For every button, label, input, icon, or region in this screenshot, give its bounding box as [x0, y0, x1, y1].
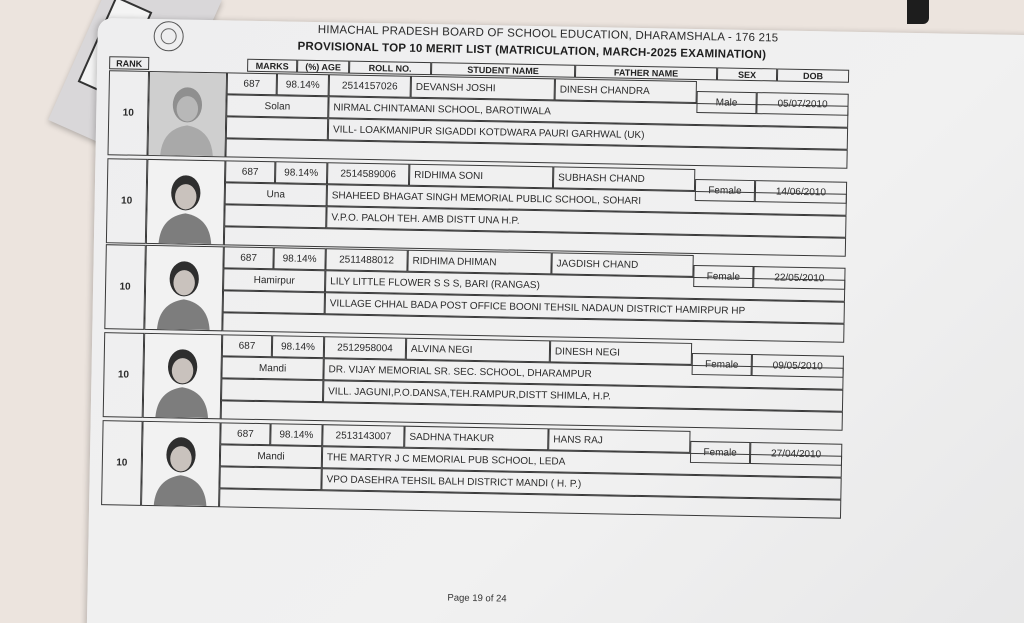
percent-cell: 98.14%	[273, 247, 325, 270]
rank-cell: 10	[107, 70, 149, 156]
blank-cell	[223, 290, 325, 314]
district-cell: Hamirpur	[223, 268, 325, 292]
col-marks: MARKS	[247, 59, 297, 73]
percent-cell: 98.14%	[275, 161, 327, 184]
district-cell: Solan	[226, 94, 328, 118]
school-cell: THE MARTYR J C MEMORIAL PUB SCHOOL, LEDA	[322, 446, 842, 478]
roll-cell: 2513143007	[322, 424, 404, 447]
blank-cell	[224, 204, 326, 228]
dark-object	[907, 0, 929, 24]
col-sex: SEX	[717, 67, 777, 81]
roll-cell: 2512958004	[324, 336, 406, 359]
page-number: Page 19 of 24	[447, 592, 507, 605]
school-cell: NIRMAL CHINTAMANI SCHOOL, BAROTIWALA	[328, 96, 848, 128]
marks-cell: 687	[223, 246, 273, 269]
col-father: FATHER NAME	[575, 65, 717, 81]
student-name-cell: DEVANSH JOSHI	[411, 76, 555, 101]
col-roll: ROLL NO.	[349, 61, 431, 76]
board-emblem-icon	[153, 21, 184, 52]
student-name-cell: RIDHIMA SONI	[409, 164, 553, 189]
dob-cell: 09/05/2010	[752, 354, 844, 378]
address-cell: VPO DASEHRA TEHSIL BALH DISTRICT MANDI ( H. P.)	[321, 468, 841, 500]
address-cell: VILL- LOAKMANIPUR SIGADDI KOTDWARA PAURI GARHWAL (UK)	[328, 118, 848, 150]
col-dob: DOB	[777, 68, 849, 82]
rank-cell: 10	[106, 158, 148, 244]
school-cell: LILY LITTLE FLOWER S S S, BARI (RANGAS)	[325, 270, 845, 302]
father-name-cell: HANS RAJ	[548, 428, 690, 453]
roll-cell: 2511488012	[325, 248, 407, 271]
rank-cell: 10	[101, 420, 143, 506]
district-cell: Una	[225, 182, 327, 206]
student-portrait-icon	[145, 246, 223, 330]
student-photo	[141, 421, 221, 507]
father-name-cell: JAGDISH CHAND	[551, 252, 693, 277]
district-cell: Mandi	[221, 356, 323, 380]
col-student: STUDENT NAME	[431, 62, 575, 78]
student-portrait-icon	[144, 334, 222, 418]
student-portrait-icon	[142, 422, 220, 506]
merit-list-page	[86, 18, 1024, 623]
marks-cell: 687	[225, 160, 275, 183]
rank-cell: 10	[103, 332, 145, 418]
student-photo	[143, 333, 223, 419]
sex-cell: Female	[693, 265, 753, 288]
percent-cell: 98.14%	[270, 423, 322, 446]
rank-cell: 10	[104, 244, 146, 330]
student-name-cell: SADHNA THAKUR	[404, 426, 548, 451]
sex-cell: Female	[690, 441, 750, 464]
percent-cell: 98.14%	[272, 335, 324, 358]
blank-cell	[226, 116, 328, 140]
school-cell: SHAHEED BHAGAT SINGH MEMORIAL PUBLIC SCHOOL, SOHARI	[327, 184, 847, 216]
merit-record	[104, 244, 845, 343]
percent-cell: 98.14%	[277, 73, 329, 96]
student-name-cell: ALVINA NEGI	[406, 338, 550, 363]
dob-cell: 22/05/2010	[753, 266, 845, 290]
school-cell: DR. VIJAY MEMORIAL SR. SEC. SCHOOL, DHARAMPUR	[323, 358, 843, 390]
roll-cell: 2514157026	[329, 74, 411, 97]
address-cell: VILL. JAGUNI,P.O.DANSA,TEH.RAMPUR,DISTT SHIMLA, H.P.	[323, 380, 843, 412]
merit-record	[101, 420, 842, 519]
dob-cell: 05/07/2010	[756, 92, 848, 116]
col-rank: RANK	[109, 56, 149, 70]
marks-cell: 687	[227, 72, 277, 95]
student-portrait-icon	[148, 72, 226, 156]
dob-cell: 27/04/2010	[750, 442, 842, 466]
dob-cell: 14/06/2010	[755, 180, 847, 204]
student-photo	[146, 159, 226, 245]
list-title: PROVISIONAL TOP 10 MERIT LIST (MATRICULATION, MARCH-2025 EXAMINATION)	[297, 40, 767, 62]
roll-cell: 2514589006	[327, 162, 409, 185]
student-portrait-icon	[147, 160, 225, 244]
address-cell: VILLAGE CHHAL BADA POST OFFICE BOONI TEHSIL NADAUN DISTRICT HAMIRPUR HP	[325, 292, 845, 324]
address-cell: V.P.O. PALOH TEH. AMB DISTT UNA H.P.	[326, 206, 846, 238]
blank-cell	[221, 378, 323, 402]
father-name-cell: SUBHASH CHAND	[553, 166, 695, 191]
col-age: (%) AGE	[297, 60, 349, 74]
father-name-cell: DINESH CHANDRA	[555, 78, 697, 103]
district-cell: Mandi	[220, 444, 322, 468]
sex-cell: Male	[696, 91, 756, 114]
marks-cell: 687	[220, 422, 270, 445]
merit-record	[107, 70, 848, 169]
blank-cell	[219, 466, 321, 490]
merit-record	[103, 332, 844, 431]
student-photo	[147, 71, 227, 157]
marks-cell: 687	[222, 334, 272, 357]
sex-cell: Female	[695, 179, 755, 202]
student-photo	[144, 245, 224, 331]
sex-cell: Female	[692, 353, 752, 376]
board-name: HIMACHAL PRADESH BOARD OF SCHOOL EDUCATION, DHARAMSHALA - 176 215	[317, 24, 779, 45]
merit-record	[106, 158, 847, 257]
father-name-cell: DINESH NEGI	[550, 340, 692, 365]
student-name-cell: RIDHIMA DHIMAN	[407, 250, 551, 275]
